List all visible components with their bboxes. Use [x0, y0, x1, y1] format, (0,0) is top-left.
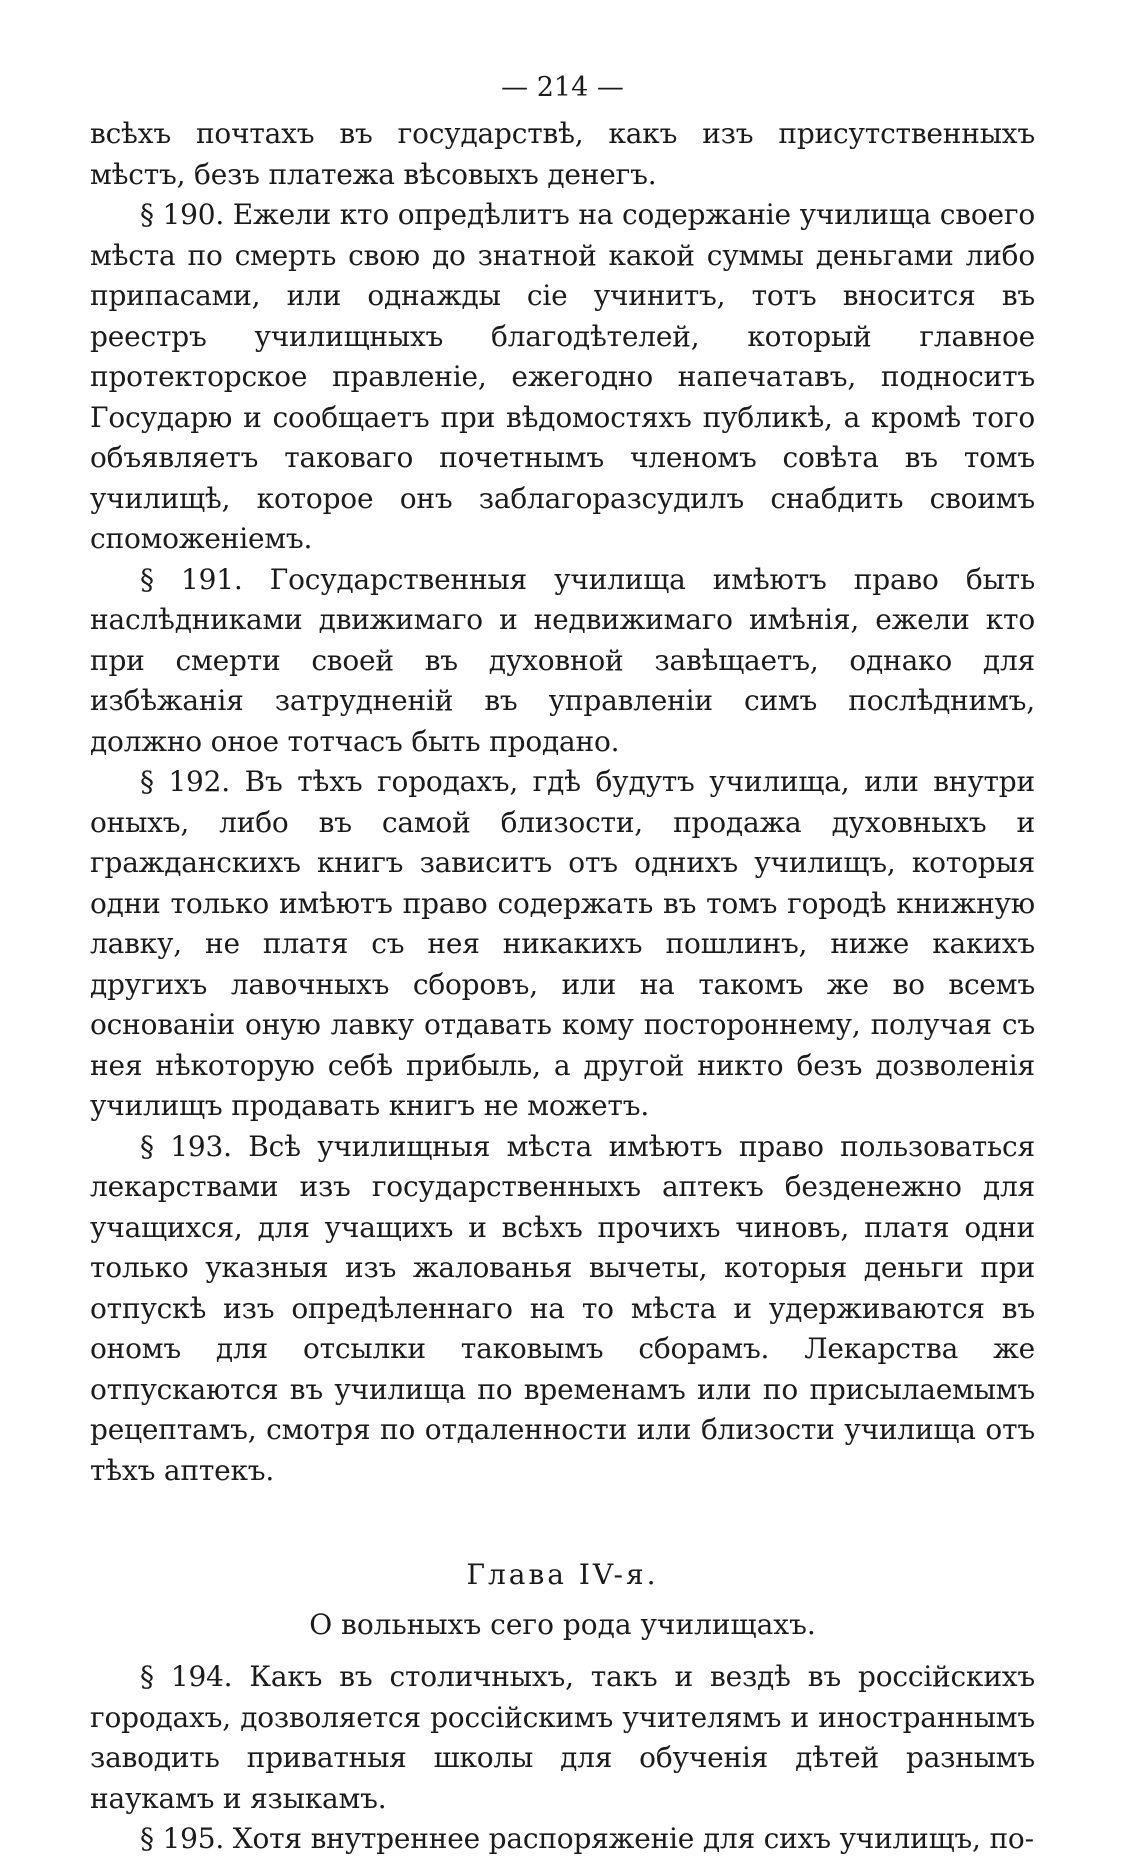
paragraph-section-192: § 192. Въ тѣхъ городахъ, гдѣ будутъ училища, или внутри оныхъ, либо въ самой близости, продажа духовныхъ и гражданскихъ книгъ зависитъ отъ однихъ училищъ, которыя одни только имѣютъ право содержать въ томъ городѣ книжную лавку, не платя съ нея никакихъ пошлинъ, ниже какихъ другихъ лавочныхъ сборовъ, или на такомъ же во всемъ основаніи оную лавку отдавать кому постороннему, получая съ нея нѣкоторую себѣ прибыль, а другой никто безъ дозволенія училищъ продавать книгъ не можетъ. — [90, 765, 1035, 1122]
paragraph-continuation: всѣхъ почтахъ въ государствѣ, какъ изъ присутственныхъ мѣстъ, безъ платежа вѣсовыхъ денегъ. — [90, 117, 1035, 191]
chapter-subtitle: О вольныхъ сего рода училищахъ. — [309, 1608, 816, 1641]
page-number: — 214 — — [501, 72, 624, 103]
paragraph-section-191: § 191. Государственныя училища имѣютъ право быть наслѣдниками движимаго и недвижимаго имѣнія, ежели кто при смерти своей въ духовной завѣщаетъ, однако для избѣжанія затрудненій въ управленіи симъ послѣднимъ, должно оное тотчасъ быть продано. — [90, 562, 1035, 758]
chapter-title: Глава IV-я. — [466, 1558, 659, 1591]
book-page — [90, 70, 1035, 1860]
paragraph-section-194: § 194. Какъ въ столичныхъ, такъ и вездѣ въ россійскихъ городахъ, дозволяется россійскимъ учителямъ и иностраннымъ заводить приватныя школы для обученія дѣтей разнымъ наукамъ и языкамъ. — [90, 1660, 1035, 1815]
paragraph-section-193: § 193. Всѣ училищныя мѣста имѣютъ право пользоваться лекарствами изъ государственныхъ аптекъ безденежно для учащихся, для учащихъ и всѣхъ прочихъ чиновъ, платя одни только указныя изъ жалованья вычеты, которыя деньги при отпускѣ изъ опредѣленнаго на то мѣста и удерживаются въ ономъ для отсылки таковымъ сборамъ. Лекарства же отпускаются въ училища по временамъ или по присылаемымъ рецептамъ, смотря по отдаленности или близости училища отъ тѣхъ аптекъ. — [90, 1129, 1035, 1487]
paragraph-section-190: § 190. Ежели кто опредѣлитъ на содержаніе училища своего мѣста по смерть свою до знатной какой суммы деньгами либо припасами, или однажды сіе учинитъ, тотъ вносится въ реестръ училищныхъ благодѣтелей, который главное протекторское правленіе, ежегодно напечатавъ, подноситъ Государю и сообщаетъ при вѣдомостяхъ публикѣ, а кромѣ того объявляетъ таковаго почетнымъ членомъ совѣта въ томъ училищѣ, которое онъ заблагоразсудилъ снабдить своимъ споможеніемъ. — [90, 198, 1035, 555]
paragraph-section-195: § 195. Хотя внутреннее распоряженіе для сихъ училищъ, по- — [140, 1822, 1034, 1855]
